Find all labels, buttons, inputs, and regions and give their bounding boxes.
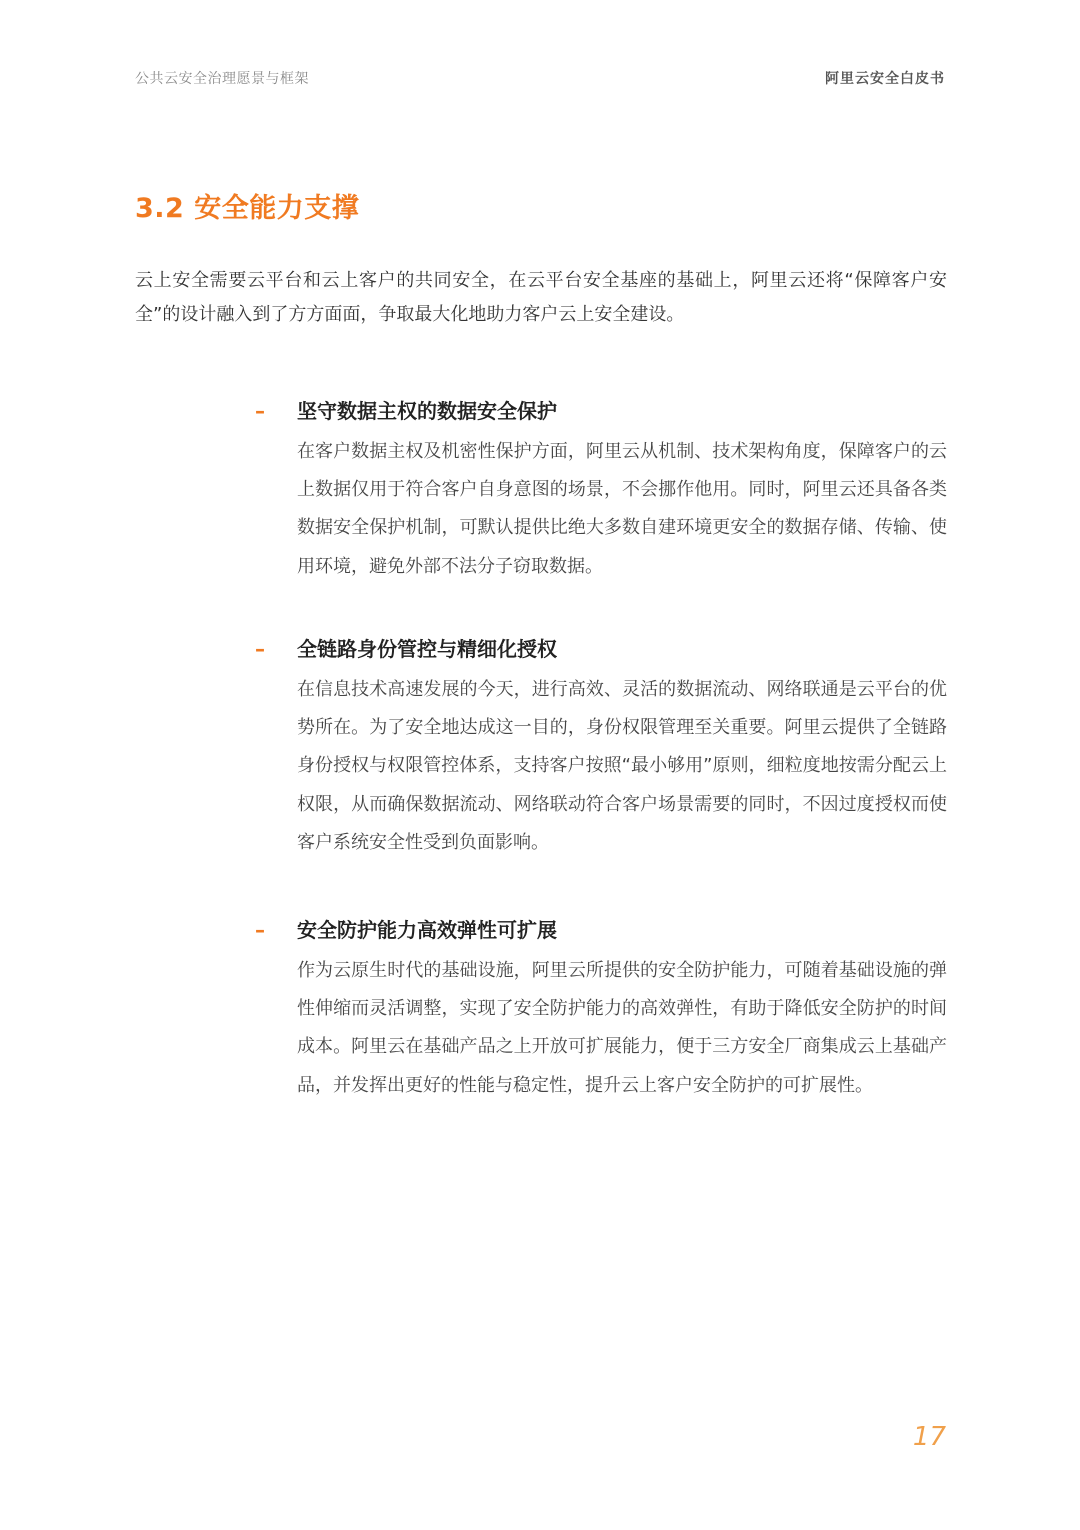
block-title: 全链路身份管控与精细化授权: [297, 637, 557, 661]
dash-marker: –: [255, 918, 265, 942]
block-title: 安全防护能力高效弹性可扩展: [297, 918, 557, 942]
document-title: 公共云安全治理愿景与框架: [135, 71, 309, 87]
page-header: [135, 68, 945, 92]
block-body: 在客户数据主权及机密性保护方面，阿里云从机制、技术架构角度，保障客户的云上数据仅用于符合客户自身意图的场景，不会挪作他用。同时，阿里云还具备各类数据安全保护机制，可默认提供比绝大多数自建环境更安全的数据存储、传输、使用环境，避免外部不法分子窃取数据。: [297, 441, 947, 577]
block-title: 坚守数据主权的数据安全保护: [297, 399, 557, 423]
block-body: 作为云原生时代的基础设施，阿里云所提供的安全防护能力，可随着基础设施的弹性伸缩而灵活调整，实现了安全防护能力的高效弹性，有助于降低安全防护的时间成本。阿里云在基础产品之上开放可扩展能力，便于三方安全厂商集成云上基础产品，并发挥出更好的性能与稳定性，提升云上客户安全防护的可扩展性。: [297, 960, 947, 1096]
section-title: 3.2 安全能力支撑: [135, 193, 360, 224]
block-body: 在信息技术高速发展的今天，进行高效、灵活的数据流动、网络联通是云平台的优势所在。为了安全地达成这一目的，身份权限管理至关重要。阿里云提供了全链路身份授权与权限管控体系，支持客户按照“最小够用”原则，细粒度地按需分配云上权限，从而确保数据流动、网络联动符合客户场景需要的同时，不因过度授权而使客户系统安全性受到负面影响。: [297, 679, 947, 853]
dash-marker: –: [255, 399, 265, 423]
dash-marker: –: [255, 637, 265, 661]
page-number: 17: [912, 1422, 946, 1452]
intro-paragraph: 云上安全需要云平台和云上客户的共同安全，在云平台安全基座的基础上，阿里云还将“保障客户安全”的设计融入到了方方面面，争取最大化地助力客户云上安全建设。: [135, 270, 947, 325]
publication-title: 阿里云安全白皮书: [825, 71, 945, 87]
